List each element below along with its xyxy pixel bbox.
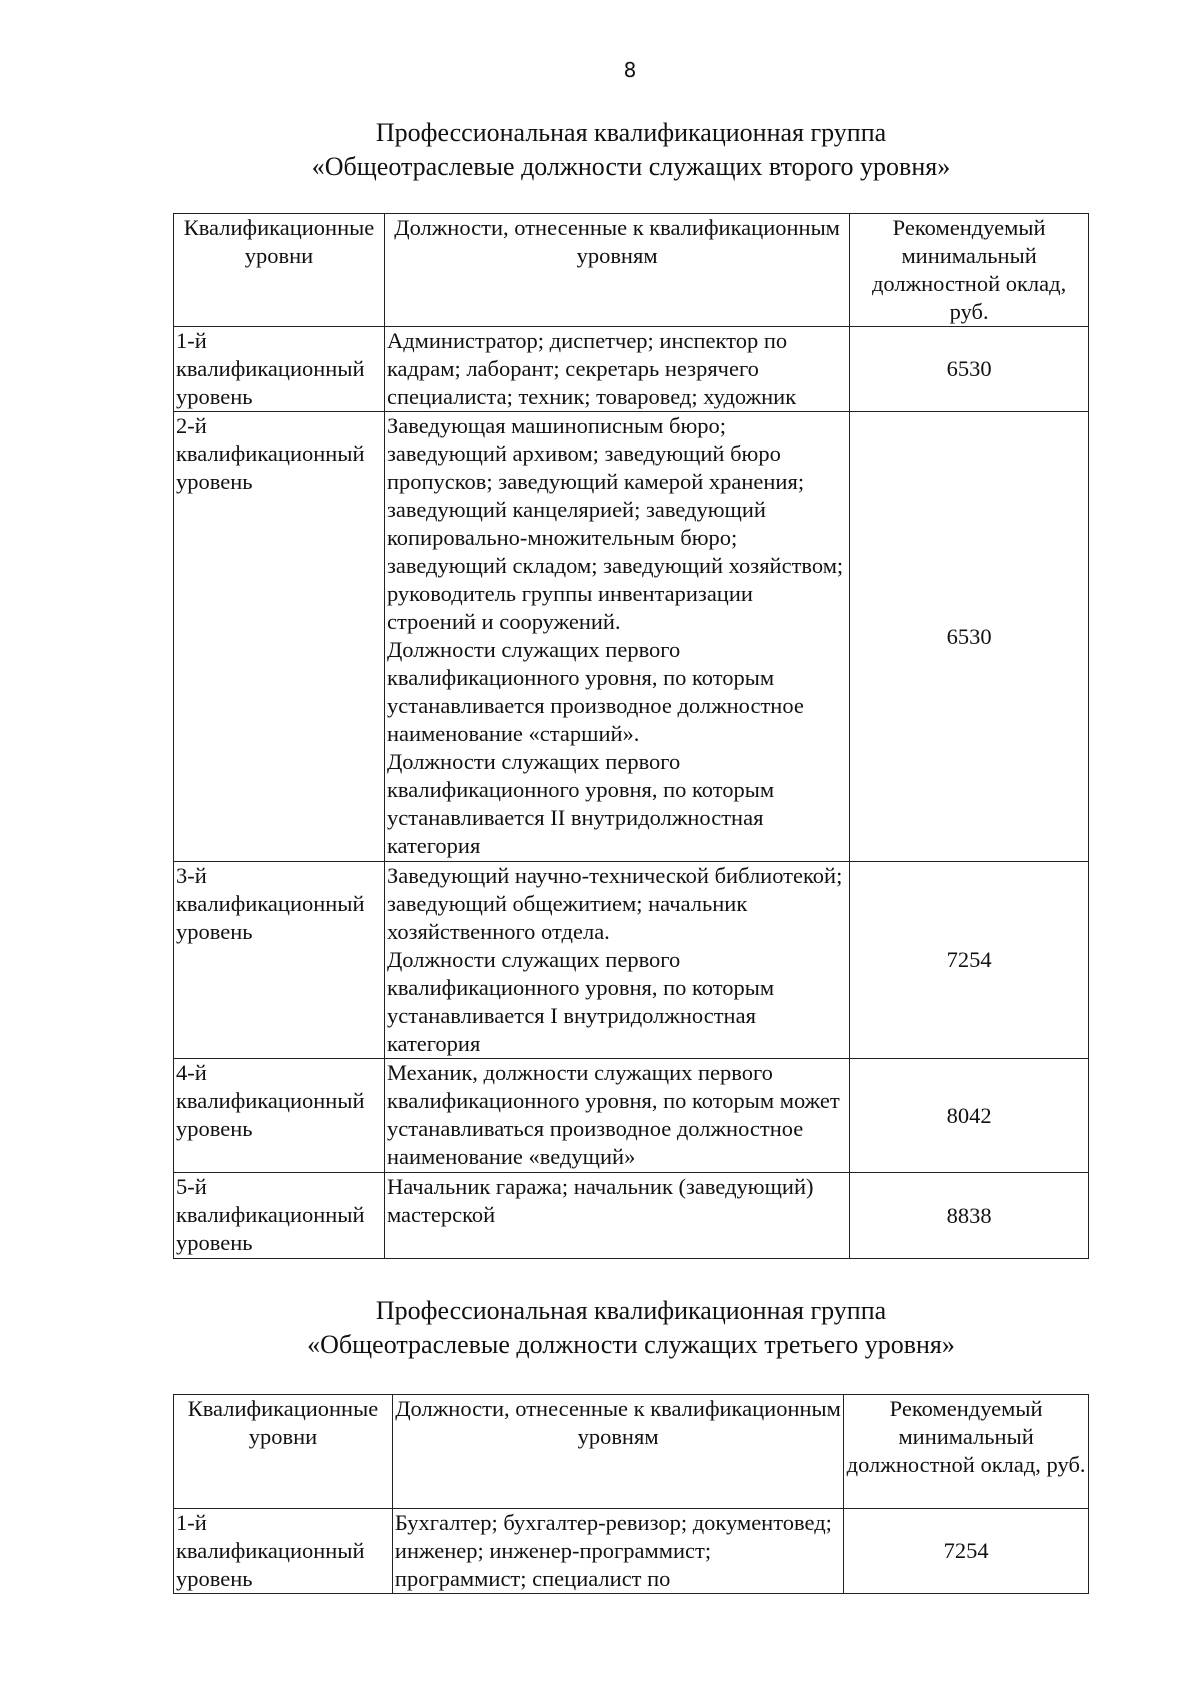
salary-table-level-2 xyxy=(173,213,1089,1259)
table-row xyxy=(174,412,1089,862)
positions-cell: Механик, должности служащих первого квалификационного уровня, по которым может устанавливаться производное должностное наименование «ведущий» xyxy=(384,1059,849,1173)
header-salary: Рекомендуемый минимальный должностной оклад, руб. xyxy=(850,214,1089,327)
level-cell: 1-й квалификационный уровень xyxy=(174,1509,393,1594)
level-cell: 2-й квалификационный уровень xyxy=(174,412,385,862)
header-positions: Должности, отнесенные к квалификационным уровням xyxy=(392,1395,843,1509)
table-row xyxy=(174,327,1089,412)
level-cell: 1-й квалификационный уровень xyxy=(174,327,385,412)
positions-cell: Заведующий научно-технической библиотекой; заведующий общежитием; начальник хозяйственного отдела. Должности служащих первого квалификационного уровня, по которым устанавливается I внутридолжностная категория xyxy=(384,862,849,1059)
level-cell: 4-й квалификационный уровень xyxy=(174,1059,385,1173)
header-levels: Квалификационные уровни xyxy=(174,214,385,327)
salary-cell: 6530 xyxy=(850,412,1089,862)
header-levels: Квалификационные уровни xyxy=(174,1395,393,1509)
section-title-line1: Профессиональная квалификационная группа xyxy=(375,1296,887,1325)
page-number: 8 xyxy=(623,58,637,82)
positions-cell: Начальник гаража; начальник (заведующий) мастерской xyxy=(384,1173,849,1259)
salary-cell: 8838 xyxy=(850,1173,1089,1259)
header-salary: Рекомендуемый минимальный должностной оклад, руб. xyxy=(844,1395,1089,1509)
section-title-line2: «Общеотраслевые должности служащих третьего уровня» xyxy=(307,1330,955,1359)
section-title xyxy=(0,1294,1200,1362)
table-row xyxy=(174,1173,1089,1259)
section-title xyxy=(0,116,1200,184)
salary-cell: 7254 xyxy=(844,1509,1089,1594)
salary-cell: 8042 xyxy=(850,1059,1089,1173)
table-row xyxy=(174,1509,1089,1594)
positions-cell: Бухгалтер; бухгалтер-ревизор; документовед; инженер; инженер-программист; программист; специалист по xyxy=(392,1509,843,1594)
section-title-line1: Профессиональная квалификационная группа xyxy=(375,118,887,147)
table-row xyxy=(174,1059,1089,1173)
header-positions: Должности, отнесенные к квалификационным уровням xyxy=(384,214,849,327)
level-cell: 5-й квалификационный уровень xyxy=(174,1173,385,1259)
level-cell: 3-й квалификационный уровень xyxy=(174,862,385,1059)
positions-cell: Заведующая машинописным бюро; заведующий архивом; заведующий бюро пропусков; заведующий камерой хранения; заведующий канцелярией; заведующий копировально-множительным бюро; заведующий складом; заведующий хозяйством; руководитель группы инвентаризации строений и сооружений. Должности служащих первого квалификационного уровня, по которым устанавливается производное должностное наименование «старший». Должности служащих первого квалификационного уровня, по которым устанавливается II внутридолжностная категория xyxy=(384,412,849,862)
section-title-line2: «Общеотраслевые должности служащих второго уровня» xyxy=(311,152,951,181)
salary-table-level-3 xyxy=(173,1394,1089,1594)
salary-cell: 6530 xyxy=(850,327,1089,412)
salary-cell: 7254 xyxy=(850,862,1089,1059)
positions-cell: Администратор; диспетчер; инспектор по кадрам; лаборант; секретарь незрячего специалиста; техник; товаровед; художник xyxy=(384,327,849,412)
table-row xyxy=(174,862,1089,1059)
